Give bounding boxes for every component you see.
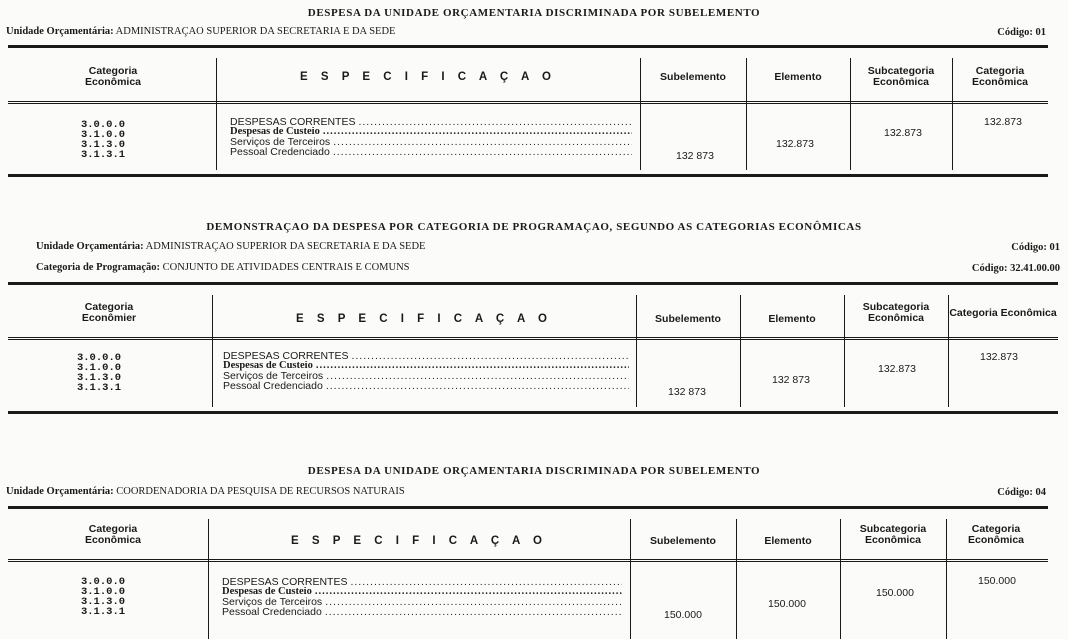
list-item: DESPESAS CORRENTES ..... — [223, 351, 629, 361]
spec-list — [222, 577, 622, 617]
header-subelemento: Subelemento — [650, 534, 716, 547]
budget-table — [8, 506, 1048, 639]
value-categoria: 132.873 — [984, 116, 1022, 128]
list-item: Serviços de Terceiros ..... — [230, 137, 632, 147]
code: 3.1.3.1 — [76, 382, 122, 394]
budget-table — [8, 45, 1048, 177]
budget-table — [8, 282, 1058, 414]
list-item: Despesas de Custeio ..... — [223, 361, 629, 371]
header-elemento: Elemento — [774, 70, 822, 83]
header-subelemento: Subelemento — [660, 70, 726, 83]
value-categoria: 150.000 — [978, 575, 1016, 587]
list-item: Despesas de Custeio ..... — [222, 587, 622, 597]
header-elemento: Elemento — [768, 312, 816, 325]
section-title: DEMONSTRAÇAO DA DESPESA POR CATEGORIA DE PROGRAMAÇAO, SEGUNDO AS CATEGORIAS ECONÔMICAS — [206, 221, 862, 233]
unidade-value: COORDENADORIA DA PESQUISA DE RECURSOS NATURAIS — [116, 486, 405, 497]
codigo-programacao: Código: 32.41.00.00 — [971, 263, 1060, 274]
value-subelemento: 132 873 — [668, 386, 706, 398]
header-subcategoria: Subcategoria Econômica — [867, 65, 935, 88]
codigo: Código: 01 — [997, 27, 1046, 38]
unidade-value: ADMINISTRAÇAO SUPERIOR DA SECRETARIA E DA SEDE — [145, 241, 426, 252]
header-categoria-right: Categoria Econômica — [967, 523, 1025, 546]
header-categoria: Categoria Econômica — [84, 65, 142, 88]
list-item: Pessoal Credenciado ..... — [230, 147, 632, 157]
code: 3.1.3.0 — [80, 139, 126, 151]
header-subelemento: Subelemento — [655, 312, 721, 325]
list-item: Serviços de Terceiros ..... — [223, 371, 629, 381]
code: 3.0.0.0 — [76, 352, 122, 364]
value-elemento: 132 873 — [772, 374, 810, 386]
code: 3.0.0.0 — [80, 119, 126, 131]
codigo: Código: 01 — [1011, 242, 1060, 253]
section-title: DESPESA DA UNIDADE ORÇAMENTARIA DISCRIMINADA POR SUBELEMENTO — [307, 465, 761, 477]
code: 3.1.3.0 — [76, 372, 122, 384]
code: 3.1.3.1 — [80, 149, 126, 161]
spec-list — [223, 351, 629, 391]
programacao-value: CONJUNTO DE ATIVIDADES CENTRAIS E COMUNS — [162, 262, 410, 273]
code: 3.1.0.0 — [76, 362, 122, 374]
codes-column — [64, 353, 134, 393]
header-categoria: Categoria Econômier — [81, 301, 137, 324]
code: 3.1.3.1 — [80, 606, 126, 618]
unidade-row — [6, 486, 405, 497]
codes-column — [68, 120, 138, 160]
header-especificacao: E S P E C I F I C A Ç A O — [291, 534, 547, 547]
header-categoria: Categoria Econômica — [84, 523, 142, 546]
value-subelemento: 132 873 — [676, 150, 714, 162]
value-categoria: 132.873 — [980, 351, 1018, 363]
list-item: Despesas de Custeio ..... — [230, 127, 632, 137]
header-subcategoria: Subcategoria Econômica — [862, 301, 930, 324]
header-especificacao: E S P E C I F I C A Ç A O — [296, 312, 552, 325]
value-elemento: 150.000 — [768, 598, 806, 610]
header-categoria-right: Categoria Econômica — [949, 306, 1057, 319]
spec-list — [230, 117, 632, 157]
value-subcategoria: 132.873 — [878, 363, 916, 375]
code: 3.1.0.0 — [80, 129, 126, 141]
list-item: Serviços de Terceiros ..... — [222, 597, 622, 607]
value-elemento: 132.873 — [776, 138, 814, 150]
value-subelemento: 150.000 — [664, 609, 702, 621]
header-subcategoria: Subcategoria Econômica — [859, 523, 927, 546]
codes-column — [68, 577, 138, 617]
list-item: Pessoal Credenciado ..... — [222, 607, 622, 617]
value-subcategoria: 150.000 — [876, 587, 914, 599]
header-especificacao: E S P E C I F I C A Ç A O — [300, 70, 556, 83]
unidade-row — [36, 241, 425, 252]
header-categoria-right: Categoria Econômica — [971, 65, 1029, 88]
list-item: DESPESAS CORRENTES ..... — [230, 117, 632, 127]
programacao-row — [36, 262, 410, 273]
unidade-value: ADMINISTRAÇAO SUPERIOR DA SECRETARIA E DA SEDE — [115, 26, 396, 37]
list-item: Pessoal Credenciado ..... — [223, 381, 629, 391]
unidade-label: Unidade Orçamentária: — [6, 26, 114, 37]
section-title: DESPESA DA UNIDADE ORÇAMENTARIA DISCRIMINADA POR SUBELEMENTO — [307, 7, 761, 19]
list-item: DESPESAS CORRENTES ..... — [222, 577, 622, 587]
code: 3.1.3.0 — [80, 596, 126, 608]
header-elemento: Elemento — [764, 534, 812, 547]
programacao-label: Categoria de Programação: — [36, 262, 161, 273]
codigo: Código: 04 — [997, 487, 1046, 498]
unidade-row — [6, 26, 395, 37]
unidade-label: Unidade Orçamentária: — [6, 486, 114, 497]
code: 3.1.0.0 — [80, 586, 126, 598]
code: 3.0.0.0 — [80, 576, 126, 588]
unidade-label: Unidade Orçamentária: — [36, 241, 144, 252]
value-subcategoria: 132.873 — [884, 127, 922, 139]
